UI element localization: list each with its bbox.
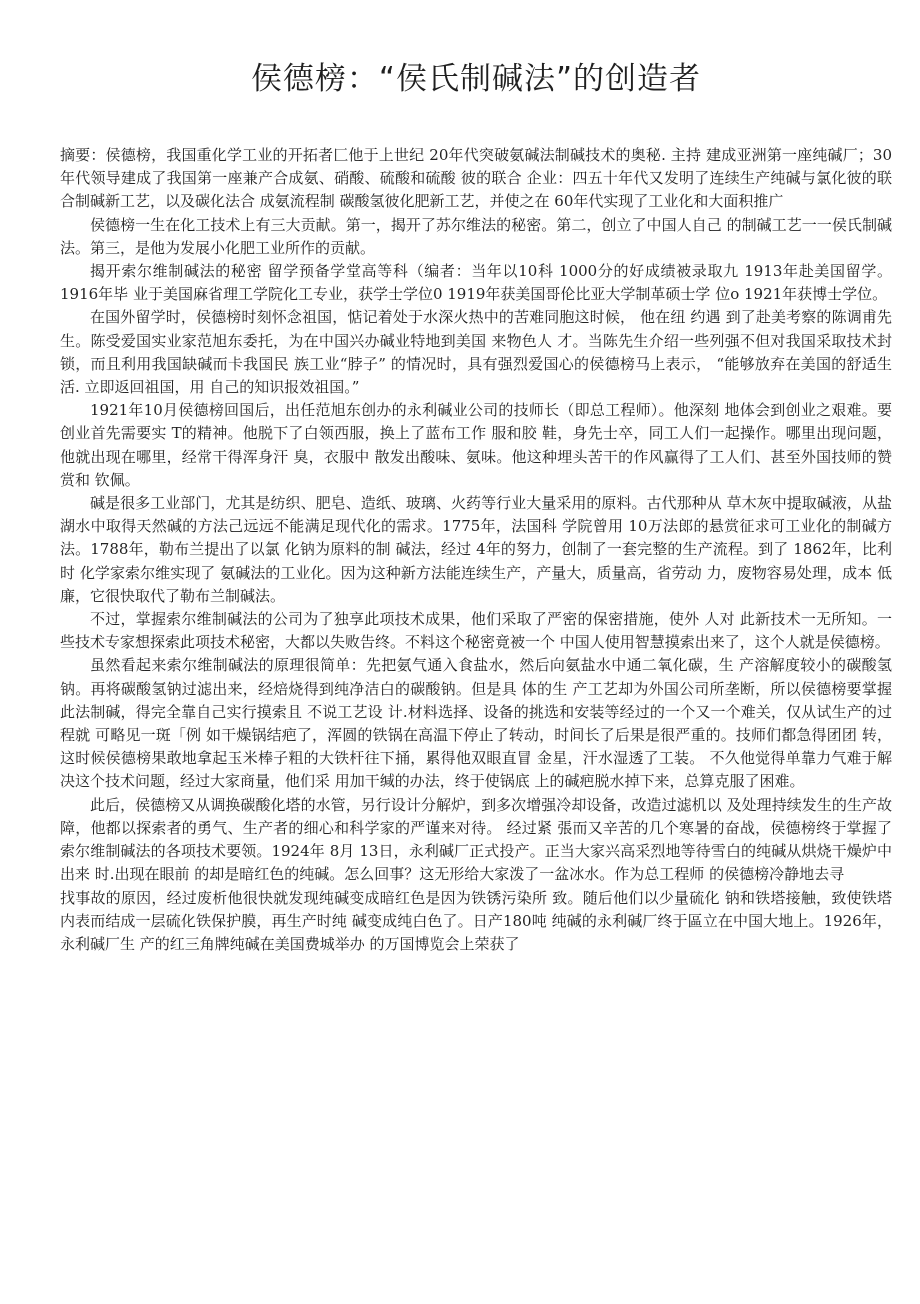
body-paragraph: 1921年10月侯德榜回国后，出任范旭东创办的永利碱业公司的技师长（即总工程师）。他深刻 地体会到创业之艰难。要创业首先需要实 T的精神。他脱下了白领西服，换上了蓝布工作 服和胶 鞋，身先士卒，同工人们一起操作。哪里出现问题，他就出现在哪里，经常干得浑身汗 臭，衣服中 散发出酸味、氨味。他这种埋头苦干的作风赢得了工人们、甚至外国技师的赞赏和 钦佩。 — [60, 401, 892, 489]
body-paragraph: 找事故的原因，经过废析他很快就发现纯碱变成暗红色是因为铁锈污染所 致。随后他们以少量硫化 钠和铁塔接触，致使铁塔内表而结成一层硫化铁保护膜，再生产时纯 碱变成纯白色了。日产180吨 纯碱的永利碱厂终于區立在中国大地上。1926年，永利碱厂生 产的红三角牌纯碱在美国费城举办 的万国博览会上荣获了 — [60, 888, 892, 953]
body-paragraph: 不过，掌握索尔维制碱法的公司为了独享此项技术成果，他们采取了严密的保密措施，使外 人对 此新技术一无所知。一些技术专家想探索此项技术秘密，大都以失败告终。不料这个秘密竟被一个 中国人使用智慧摸索出来了，这个人就是侯德榜。 — [60, 610, 892, 652]
body-paragraph: 虽然看起来索尔维制碱法的原理很简单：先把氨气通入食盐水，然后向氨盐水中通二氧化碳，生 产溶解度较小的碳酸氢钠。再将碳酸氢钠过滤出来，经焙烧得到纯净洁白的碳酸钠。但是具 体的生 产工艺却为外国公司所垄断，所以侯德榜要掌握此法制碱，得完全靠自己实行摸索且 不说工艺设 计.材料选择、设备的挑选和安装等经过的一个又一个难关，仅从试生产的过程就 可略见一斑「例 如干燥锅结疤了，浑圆的铁锅在高温下停止了转动，时间长了后果是很严重的。技师们都急得团团 转，这时候侯德榜果敢地拿起玉米棒子粗的大铁杆往下捅，累得他双眼直冒 金星，汗水湿透了工装。 不久他觉得单靠力气难于解决这个技术问题，经过大家商量，他们采 用加干缄的办法，终于使锅底 上的碱疤脱水掉下来，总算克服了困难。 — [60, 656, 892, 791]
body-paragraph: 此后，侯德榜又从调换碳酸化塔的水管，另行设计分解炉，到多次增强冷却设备，改造过滤机以 及处理持续发生的生产故障，他都以探索者的勇气、生产者的细心和科学家的严谨来对待。 经过紧 張而又辛苦的几个寒暑的奋战，侯德榜终于掌握了索尔维制碱法的各项技术要领。1924年 8月 13日，永利碱厂正式投产。正当大家兴高采烈地等待雪白的纯碱从烘烧干燥炉中出来 时.出现在眼前 的却是暗红色的纯碱。怎么回事？这无形给大家泼了一盆冰水。作为总工程师 的侯德榜冷静地去寻 — [60, 795, 892, 884]
page-title: 侯德榜：“侯氏制碱法”的创造者 — [250, 61, 702, 97]
abstract-paragraph: 摘要：侯德榜，我国重化学工业的开拓者匚他于上世纪 20年代突破氨碱法制碱技术的奥秘. 主持 建成亚洲第一座纯碱厂；30年代领导建成了我国第一座兼产合成氨、硝酸、硫酸和硫酸 彼的联合 企业：四五十年代又发明了连续生产纯碱与氯化彼的联合制碱新工艺，以及碳化法合 成氨流程制 碳酸氢彼化肥新工艺，并使之在 60年代实现了工业化和大面积推广 — [60, 146, 892, 211]
document-body — [60, 144, 892, 956]
body-paragraph: 碱是很多工业部门，尤其是纺织、肥皂、造纸、玻璃、火药等行业大量采用的原料。古代那种从 草木灰中提取碱液，从盐湖水中取得天然碱的方法己远远不能满足现代化的需求。1775年，法国科 学院曾用 10万法郎的悬赏征求可工业化的制碱方法。1788年，勒布兰提出了以氯 化钠为原料的制 碱法，经过 4年的努力，创制了一套完整的生产流程。到了 1862年，比利时 化学家索尔维实现了 氨碱法的工业化。因为这种新方法能连续生产，产量大，质量高，省劳动 力，废物容易处理，成本 低廉，它很快取代了勒布兰制碱法。 — [60, 494, 892, 605]
body-paragraph: 侯德榜一生在化工技术上有三大贡献。第一，揭开了苏尔维法的秘密。第二，创立了中国人自己 的制碱工艺一一侯氏制碱法。第三，是他为发展小化肥工业所作的贡献。 — [60, 215, 892, 257]
body-paragraph: 在国外留学时，侯德榜时刻怀念祖国，惦记着处于水深火热中的苦难同胞这时候， 他在纽 约遇 到了赴美考察的陈调甫先生。陈受爱国实业家范旭东委托，为在中国兴办碱业特地到美国 来物色人 才。当陈先生介绍一些列强不但对我国采取技术封锁，而且利用我国缺碱而卡我国民 族工业“脖子” 的情况时，具有强烈爱国心的侯德榜马上表示， “能够放弃在美国的舒适生活. 立即返回祖国，用 自己的知识报效祖国。” — [60, 308, 892, 397]
body-paragraph: 揭开索尔维制碱法的秘密 留学预备学堂高等科（编者：当年以10科 1000分的好成绩被录取九 1913年赴美国留学。1916年毕 业于美国麻省理工学院化工专业，获学士学位0 1919年获美国哥伦比亚大学制革硕士学 位o 1921年获博士学位。 — [60, 262, 892, 304]
